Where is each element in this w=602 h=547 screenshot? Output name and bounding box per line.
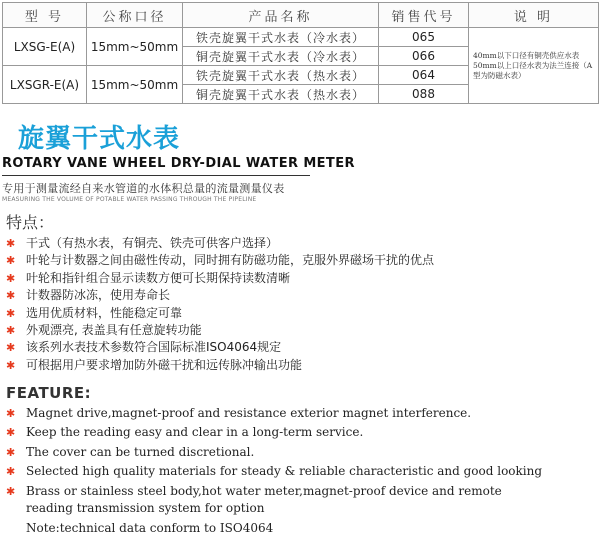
star-bullet-icon: ✱ bbox=[6, 426, 16, 440]
header-product-name: 产品名称 bbox=[183, 3, 379, 28]
star-bullet-icon: ✱ bbox=[6, 254, 16, 268]
list-item bbox=[6, 462, 542, 481]
table-header-row bbox=[3, 3, 599, 28]
list-item bbox=[6, 287, 434, 304]
features-heading-en: FEATURE: bbox=[6, 384, 92, 402]
product-subtitle-en: MEASURING THE VOLUME OF POTABLE WATER PASSING THROUGH THE PIPELINE bbox=[2, 196, 257, 203]
list-item bbox=[6, 404, 542, 423]
star-bullet-icon: ✱ bbox=[6, 484, 16, 498]
star-bullet-icon: ✱ bbox=[6, 445, 16, 459]
product-name-cell: 铜壳旋翼干式水表（冷水表） bbox=[183, 47, 379, 66]
feature-text: The cover can be turned discretional. bbox=[26, 444, 255, 459]
feature-text: Brass or stainless steel body,hot water meter,magnet-proof device and remote bbox=[26, 483, 502, 498]
list-item bbox=[6, 357, 434, 374]
star-bullet-icon: ✱ bbox=[6, 358, 16, 372]
feature-text: 干式（有热水表，有铜壳、铁壳可供客户选择） bbox=[26, 236, 279, 250]
feature-text: 选用优质材料，性能稳定可靠 bbox=[26, 305, 183, 320]
list-item bbox=[6, 305, 434, 322]
sales-code-cell: 088 bbox=[379, 85, 469, 104]
feature-text: 外观漂亮, 表盖具有任意旋转功能 bbox=[26, 322, 202, 337]
header-description: 说 明 bbox=[469, 3, 599, 28]
table-row bbox=[3, 28, 599, 47]
features-list-en bbox=[6, 404, 542, 501]
feature-text: 该系列水表技术参数符合国际标准ISO4064规定 bbox=[26, 340, 282, 355]
product-name-cell: 铜壳旋翼干式水表（热水表） bbox=[183, 85, 379, 104]
description-note-cell: 40mm以下口径有铜壳供应水表50mm以上口径水表为法兰连接（A型为防磁水表） bbox=[469, 28, 599, 104]
star-bullet-icon: ✱ bbox=[6, 341, 16, 355]
list-item bbox=[6, 270, 434, 287]
star-bullet-icon: ✱ bbox=[6, 237, 16, 250]
list-item bbox=[6, 252, 434, 269]
star-bullet-icon: ✱ bbox=[6, 306, 16, 320]
feature-text: Selected high quality materials for steady & reliable characteristic and good looking bbox=[26, 464, 543, 479]
product-title-cn: 旋翼干式水表 bbox=[18, 124, 181, 154]
list-item bbox=[6, 423, 542, 442]
list-item bbox=[6, 322, 434, 339]
feature-text: Keep the reading easy and clear in a long-term service. bbox=[26, 425, 364, 440]
feature-text: 计数器防冰冻，使用寿命长 bbox=[26, 288, 171, 303]
product-name-cell: 铁壳旋翼干式水表（热水表） bbox=[183, 66, 379, 85]
sales-code-cell: 066 bbox=[379, 47, 469, 66]
product-name-cell: 铁壳旋翼干式水表（冷水表） bbox=[183, 28, 379, 47]
star-bullet-icon: ✱ bbox=[6, 407, 16, 420]
product-spec-table bbox=[2, 2, 599, 104]
model-cell: LXSG-E(A) bbox=[3, 28, 87, 66]
standard-note: Note:technical data conform to ISO4064 bbox=[26, 521, 274, 535]
star-bullet-icon: ✱ bbox=[6, 289, 16, 303]
model-cell: LXSGR-E(A) bbox=[3, 66, 87, 104]
star-bullet-icon: ✱ bbox=[6, 465, 16, 479]
list-item bbox=[6, 482, 542, 501]
caliber-cell: 15mm~50mm bbox=[87, 66, 183, 104]
list-item bbox=[6, 443, 542, 462]
feature-text: Magnet drive,magnet-proof and resistance exterior magnet interference. bbox=[26, 406, 472, 420]
sales-code-cell: 064 bbox=[379, 66, 469, 85]
features-list-cn bbox=[6, 235, 434, 374]
list-item bbox=[6, 235, 434, 252]
header-caliber: 公称口径 bbox=[87, 3, 183, 28]
sales-code-cell: 065 bbox=[379, 28, 469, 47]
title-divider bbox=[2, 175, 310, 176]
feature-continuation: reading transmission system for option bbox=[26, 501, 265, 515]
header-sales-code: 销售代号 bbox=[379, 3, 469, 28]
features-heading-cn: 特点： bbox=[6, 213, 55, 232]
star-bullet-icon: ✱ bbox=[6, 271, 16, 285]
star-bullet-icon: ✱ bbox=[6, 323, 16, 337]
caliber-cell: 15mm~50mm bbox=[87, 28, 183, 66]
product-subtitle-cn: 专用于测量流经自来水管道的水体积总量的流量测量仪表 bbox=[2, 182, 285, 195]
product-title-en: ROTARY VANE WHEEL DRY-DIAL WATER METER bbox=[2, 156, 355, 171]
feature-text: 叶轮与计数器之间由磁性传动，同时拥有防磁功能，克服外界磁场干扰的优点 bbox=[26, 253, 435, 268]
feature-text: 可根据用户要求增加防外磁干扰和远传脉冲输出功能 bbox=[26, 357, 303, 372]
list-item bbox=[6, 339, 434, 356]
feature-text: 叶轮和指针组合显示读数方便可长期保持读数清晰 bbox=[26, 270, 291, 285]
header-model: 型 号 bbox=[3, 3, 87, 28]
